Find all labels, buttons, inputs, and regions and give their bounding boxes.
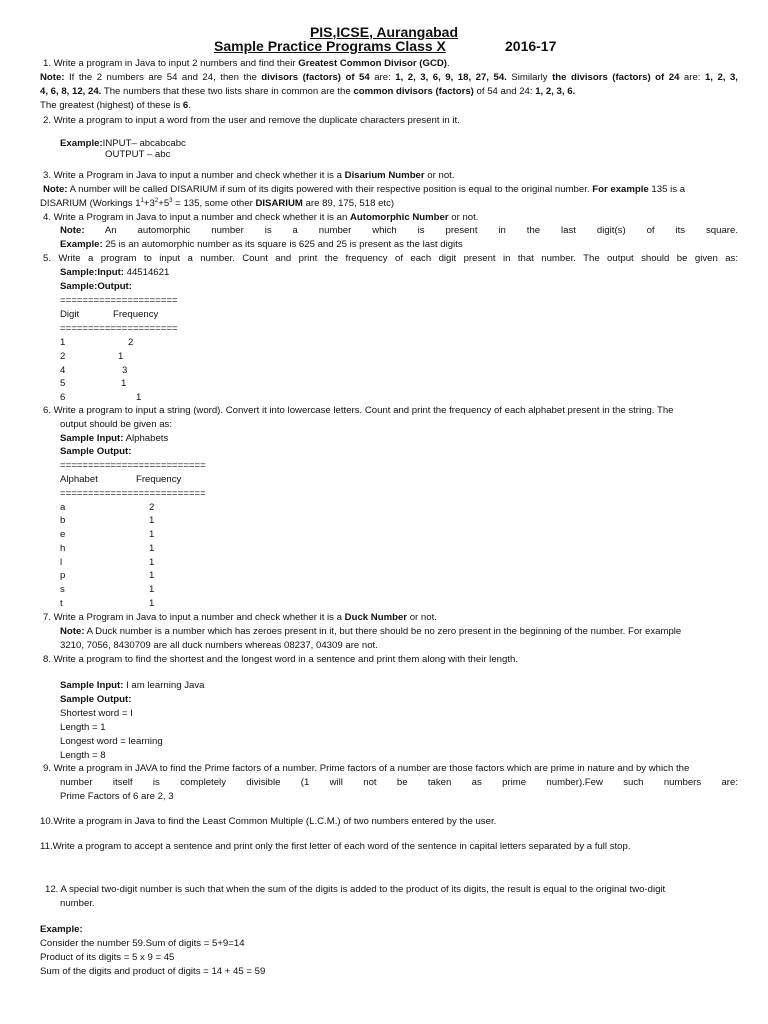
question-5-separator: ===================== [60,295,178,306]
table-cell: 1 [149,529,155,540]
question-7-note: Note: A Duck number is a number which has zeroes present in it, but there should be no zero present in the beginning of the number. For example [60,626,682,637]
question-6-sample-input: Sample Input: Alphabets [60,433,169,444]
question-3-workings: DISARIUM (Workings $1^1+3^2+5^3 = 135$, some other DISARIUM are 89, 175, 518 etc) [40,197,395,209]
question-6-separator: ========================== [60,488,206,499]
document-title: Sample Practice Programs Class X [214,38,446,54]
question-2: 2. Write a program to input a word from the user and remove the duplicate characters present in it. [43,115,460,126]
table-cell: 1 [121,378,127,389]
table-cell: 1 [149,557,155,568]
question-5-sample-input: Sample:Input: 44514621 [60,267,170,278]
question-12-cont: number. [60,898,95,909]
question-5-col-digit: Digit [60,309,80,320]
table-cell: 1 [149,543,155,554]
table-row: 4 [60,365,66,376]
question-1-greatest: The greatest (highest) of these is 6. [40,100,191,111]
question-8-output-line: Length = 1 [60,722,106,733]
table-row: 6 [60,392,66,403]
question-12: 12. A special two-digit number is such that when the sum of the digits is added to the product of its digits, the result is equal to the original two-digit [45,884,666,895]
question-2-example-output: OUTPUT – abc [105,149,171,160]
question-4: 4. Write a Program in Java to input a number and check whether it is an Automorphic Number or not. [43,212,479,223]
table-cell: 1 [149,515,155,526]
question-3: 3. Write a Program in Java to input a number and check whether it is a Disarium Number or not. [43,170,455,181]
question-12-example-line: Consider the number 59.Sum of digits = 5+9=14 [40,938,245,949]
table-row: l [60,557,63,568]
table-row: h [60,543,66,554]
table-row: t [60,598,63,609]
question-5: 5. Write a program to input a number. Count and print the frequency of each digit present in that number. The output should be given as: [43,253,738,264]
table-cell: 2 [149,502,155,513]
question-12-example-line: Product of its digits = 5 x 9 = 45 [40,952,175,963]
question-3-note: Note: A number will be called DISARIUM if sum of its digits powered with their respective position is equal to the original number. For example 135 is a [43,184,686,195]
question-5-separator: ===================== [60,323,178,334]
question-12-example-label: Example: [40,924,83,935]
table-row: p [60,570,66,581]
question-1: 1. Write a program in Java to input 2 numbers and find their Greatest Common Divisor (GCD). [43,58,450,69]
table-cell: 1 [149,598,155,609]
question-11: 11.Write a program to accept a sentence and print only the first letter of each word of the sentence in capital letters separated by a full stop. [40,841,631,852]
table-row: 1 [60,337,66,348]
question-6: 6. Write a program to input a string (word). Convert it into lowercase letters. Count and print the frequency of each alphabet present in the string. The [43,405,674,416]
question-5-sample-output-label: Sample:Output: [60,281,132,292]
table-row: a [60,502,66,513]
question-1-note: Note: If the 2 numbers are 54 and 24, then the divisors (factors) of 54 are: 1, 2, 3, 6, 9, 18, 27, 54. Similarly the divisors (factors) of 24 are: 1, 2, 3, [40,72,738,83]
question-10: 10.Write a program in Java to find the Least Common Multiple (L.C.M.) of two numbers entered by the user. [40,816,497,827]
table-row: e [60,529,66,540]
table-row: s [60,584,65,595]
question-6-separator: ========================== [60,460,206,471]
question-8: 8. Write a program to find the shortest and the longest word in a sentence and print them along with their length. [43,654,518,665]
table-cell: 1 [149,570,155,581]
table-cell: 3 [122,365,128,376]
table-row: 2 [60,351,66,362]
question-7: 7. Write a Program in Java to input a number and check whether it is a Duck Number or not. [43,612,437,623]
table-cell: 1 [136,392,142,403]
table-cell: 1 [149,584,155,595]
question-12-example-line: Sum of the digits and product of digits = 14 + 45 = 59 [40,966,266,977]
table-row: b [60,515,66,526]
question-6-cont: output should be given as: [60,419,173,430]
question-7-note-cont: 3210, 7056, 8430709 are all duck numbers whereas 08237, 04309 are not. [60,640,378,651]
question-5-col-frequency: Frequency [113,309,159,320]
question-9-example: Prime Factors of 6 are 2, 3 [60,791,174,802]
question-6-col-alphabet: Alphabet [60,474,98,485]
academic-year: 2016-17 [505,38,557,54]
question-1-note-cont: 4, 6, 8, 12, 24. The numbers that these two lists share in common are the common divisors (factors) of 54 and 24: 1, 2, 3, 6. [40,86,576,97]
question-2-example-input: Example:INPUT– abcabcabc [60,138,186,149]
question-8-sample-output-label: Sample Output: [60,694,132,705]
question-8-output-line: Shortest word = I [60,708,133,719]
question-4-example: Example: 25 is an automorphic number as its square is 625 and 25 is present as the last digits [60,239,463,250]
question-9-cont: number itself is completely divisible (1 will not be taken as prime number).Few such numbers are: [60,777,738,788]
school-title: PIS,ICSE, Aurangabad [309,24,459,40]
question-9: 9. Write a program in JAVA to find the Prime factors of a number. Prime factors of a number are those factors which are prime in nature and by which the [43,763,690,774]
question-6-col-frequency: Frequency [136,474,182,485]
table-cell: 2 [128,337,134,348]
table-row: 5 [60,378,66,389]
question-8-output-line: Longest word = learning [60,736,163,747]
question-4-note: Note: An automorphic number is a number which is present in the last digit(s) of its square. [60,225,738,236]
table-cell: 1 [118,351,124,362]
question-8-sample-input: Sample Input: I am learning Java [60,680,205,691]
question-6-sample-output-label: Sample Output: [60,446,132,457]
question-8-output-line: Length = 8 [60,750,106,761]
